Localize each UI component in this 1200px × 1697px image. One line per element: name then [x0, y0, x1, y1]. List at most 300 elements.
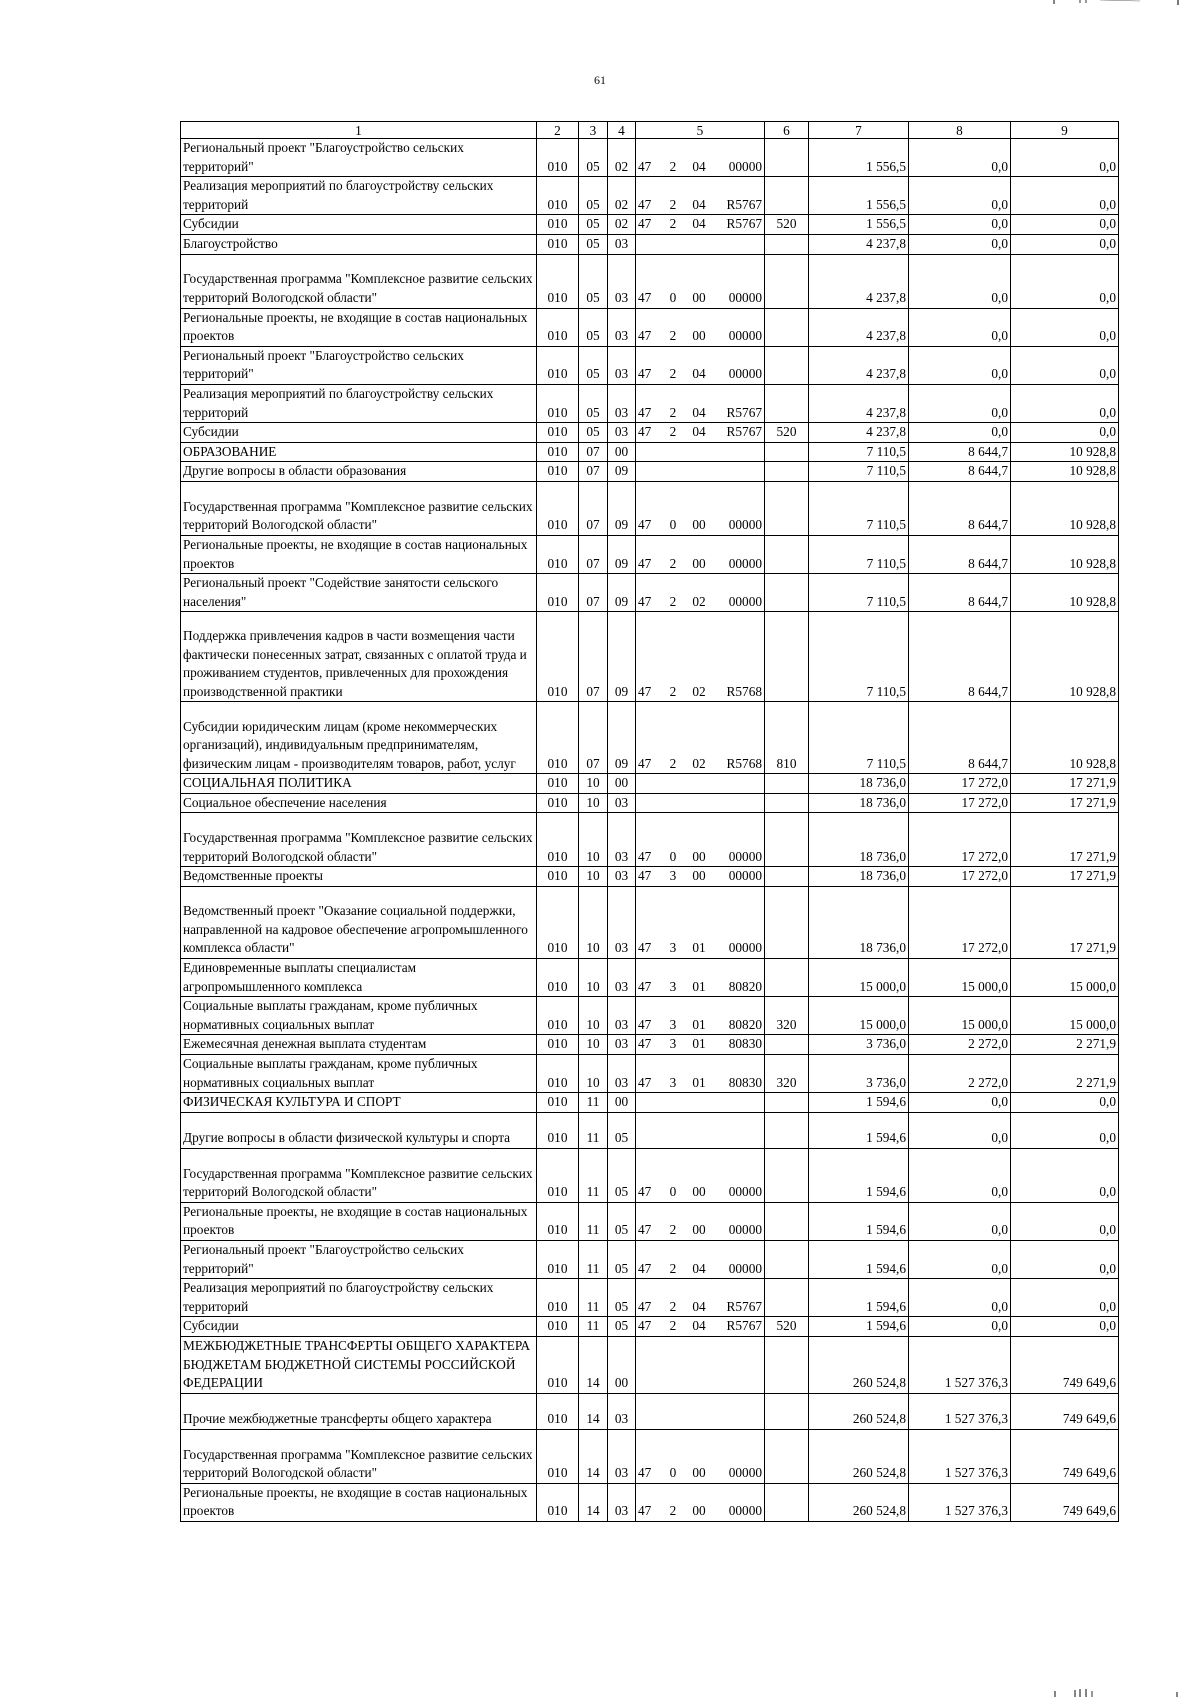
section-code-cell: 07	[579, 462, 608, 482]
page-number: 61	[594, 73, 606, 87]
target-article-part-2: 3	[669, 1074, 677, 1090]
target-article-part-4: 00000	[728, 517, 762, 533]
amount-col7-cell: 18 736,0	[809, 813, 909, 867]
target-article-part-4: R5768	[726, 755, 762, 771]
target-article-parts	[638, 215, 762, 234]
amount-col8-cell: 17 272,0	[909, 793, 1011, 813]
amount-col7-cell: 1 594,6	[809, 1093, 909, 1113]
target-article-part-4: 00000	[728, 1222, 762, 1238]
target-article-cell	[636, 442, 765, 462]
expense-type-cell: 520	[765, 215, 809, 235]
target-article-part-1: 47	[638, 1036, 652, 1052]
target-article-part-3: 04	[692, 1260, 706, 1276]
section-code-cell: 10	[579, 887, 608, 959]
target-article-part-4: 00000	[728, 593, 762, 609]
row-name-cell: Социальные выплаты гражданам, кроме публичных нормативных социальных выплат	[181, 997, 537, 1035]
section-code-cell: 05	[579, 139, 608, 177]
amount-col9-cell: 0,0	[1011, 1241, 1119, 1279]
chapter-code-cell: 010	[537, 384, 579, 422]
section-code-cell: 11	[579, 1112, 608, 1148]
row-name-cell: Ведомственные проекты	[181, 867, 537, 887]
amount-col7-cell: 1 594,6	[809, 1241, 909, 1279]
target-article-part-1: 47	[638, 1465, 652, 1481]
subsection-code-cell: 02	[608, 177, 636, 215]
row-name-cell: Государственная программа "Комплексное развитие сельских территорий Вологодской области"	[181, 481, 537, 535]
target-article-part-3: 01	[692, 940, 706, 956]
target-article-part-2: 2	[669, 196, 677, 212]
section-code-cell: 10	[579, 813, 608, 867]
table-row	[181, 1336, 1119, 1393]
amount-col8-cell: 0,0	[909, 1279, 1011, 1317]
table-row	[181, 1429, 1119, 1483]
target-article-part-1: 47	[638, 1260, 652, 1276]
scan-marks-top	[0, 0, 1200, 10]
expense-type-cell	[765, 462, 809, 482]
expense-type-cell	[765, 442, 809, 462]
amount-col8-cell: 15 000,0	[909, 959, 1011, 997]
row-name-cell: ФИЗИЧЕСКАЯ КУЛЬТУРА И СПОРТ	[181, 1093, 537, 1113]
amount-col9-cell: 10 928,8	[1011, 574, 1119, 612]
amount-col7-cell: 1 594,6	[809, 1317, 909, 1337]
table-row	[181, 997, 1119, 1035]
amount-col9-cell: 17 271,9	[1011, 867, 1119, 887]
expense-type-cell: 320	[765, 997, 809, 1035]
amount-col7-cell: 7 110,5	[809, 535, 909, 573]
amount-col7-cell: 15 000,0	[809, 997, 909, 1035]
target-article-part-2: 0	[669, 1465, 677, 1481]
section-code-cell: 11	[579, 1093, 608, 1113]
table-row	[181, 423, 1119, 443]
subsection-code-cell: 05	[608, 1112, 636, 1148]
target-article-part-2: 2	[669, 755, 677, 771]
column-header-9: 9	[1011, 122, 1119, 139]
target-article-part-2: 2	[669, 1318, 677, 1334]
chapter-code-cell: 010	[537, 462, 579, 482]
target-article-part-2: 2	[669, 328, 677, 344]
chapter-code-cell: 010	[537, 139, 579, 177]
row-name-cell: Государственная программа "Комплексное развитие сельских территорий Вологодской области"	[181, 1148, 537, 1202]
target-article-cell	[636, 1035, 765, 1055]
amount-col8-cell: 1 527 376,3	[909, 1336, 1011, 1393]
subsection-code-cell: 02	[608, 215, 636, 235]
table-row	[181, 346, 1119, 384]
row-name-cell: Субсидии юридическим лицам (кроме некоммерческих организаций), индивидуальным предпринимателям, физическим лицам - производителям товаров, работ, услуг	[181, 702, 537, 774]
target-article-cell	[636, 1336, 765, 1393]
target-article-part-1: 47	[638, 196, 652, 212]
target-article-cell	[636, 254, 765, 308]
target-article-parts	[638, 404, 762, 423]
target-article-cell	[636, 423, 765, 443]
section-code-cell: 11	[579, 1148, 608, 1202]
section-code-cell: 14	[579, 1393, 608, 1429]
section-code-cell: 05	[579, 234, 608, 254]
target-article-cell	[636, 1279, 765, 1317]
target-article-parts	[638, 1221, 762, 1240]
target-article-part-2: 2	[669, 1503, 677, 1519]
amount-col9-cell: 17 271,9	[1011, 774, 1119, 794]
amount-col7-cell: 7 110,5	[809, 612, 909, 702]
amount-col8-cell: 0,0	[909, 1202, 1011, 1240]
amount-col8-cell: 0,0	[909, 423, 1011, 443]
target-article-part-1: 47	[638, 940, 652, 956]
expense-type-cell	[765, 774, 809, 794]
section-code-cell: 10	[579, 774, 608, 794]
section-code-cell: 11	[579, 1202, 608, 1240]
amount-col8-cell: 0,0	[909, 1112, 1011, 1148]
expense-type-cell	[765, 1483, 809, 1521]
target-article-part-4: 80830	[728, 1036, 762, 1052]
chapter-code-cell: 010	[537, 1483, 579, 1521]
expense-type-cell	[765, 139, 809, 177]
row-name-cell: Региональные проекты, не входящие в состав национальных проектов	[181, 308, 537, 346]
amount-col8-cell: 1 527 376,3	[909, 1393, 1011, 1429]
target-article-part-2: 2	[669, 1222, 677, 1238]
amount-col7-cell: 1 556,5	[809, 215, 909, 235]
amount-col8-cell: 0,0	[909, 215, 1011, 235]
row-name-cell: Региональный проект "Благоустройство сельских территорий"	[181, 1241, 537, 1279]
target-article-part-2: 2	[669, 366, 677, 382]
chapter-code-cell: 010	[537, 1429, 579, 1483]
subsection-code-cell: 03	[608, 423, 636, 443]
target-article-parts	[638, 1298, 762, 1317]
table-row	[181, 1202, 1119, 1240]
subsection-code-cell: 03	[608, 793, 636, 813]
target-article-part-4: 00000	[728, 158, 762, 174]
section-code-cell: 07	[579, 442, 608, 462]
amount-col9-cell: 749 649,6	[1011, 1483, 1119, 1521]
target-article-part-4: 00000	[728, 940, 762, 956]
table-row	[181, 177, 1119, 215]
amount-col7-cell: 1 556,5	[809, 177, 909, 215]
amount-col7-cell: 7 110,5	[809, 462, 909, 482]
chapter-code-cell: 010	[537, 774, 579, 794]
target-article-part-2: 2	[669, 1298, 677, 1314]
target-article-cell	[636, 346, 765, 384]
subsection-code-cell: 03	[608, 887, 636, 959]
target-article-part-4: 00000	[728, 1260, 762, 1276]
amount-col9-cell: 0,0	[1011, 1093, 1119, 1113]
amount-col8-cell: 8 644,7	[909, 702, 1011, 774]
amount-col7-cell: 7 110,5	[809, 574, 909, 612]
target-article-cell	[636, 462, 765, 482]
table-row	[181, 1035, 1119, 1055]
expense-type-cell	[765, 1035, 809, 1055]
amount-col9-cell: 749 649,6	[1011, 1429, 1119, 1483]
expense-type-cell	[765, 612, 809, 702]
amount-col7-cell: 4 237,8	[809, 384, 909, 422]
chapter-code-cell: 010	[537, 997, 579, 1035]
table-row	[181, 1483, 1119, 1521]
section-code-cell: 10	[579, 1055, 608, 1093]
table-row	[181, 384, 1119, 422]
target-article-part-3: 00	[692, 848, 706, 864]
expense-type-cell	[765, 1336, 809, 1393]
amount-col7-cell: 4 237,8	[809, 346, 909, 384]
subsection-code-cell: 09	[608, 574, 636, 612]
amount-col7-cell: 18 736,0	[809, 793, 909, 813]
target-article-parts	[638, 1502, 762, 1521]
column-header-8: 8	[909, 122, 1011, 139]
table-row	[181, 1148, 1119, 1202]
section-code-cell: 07	[579, 702, 608, 774]
section-code-cell: 07	[579, 612, 608, 702]
target-article-parts	[638, 1464, 762, 1483]
amount-col9-cell: 0,0	[1011, 384, 1119, 422]
expense-type-cell	[765, 535, 809, 573]
target-article-part-4: 00000	[728, 1184, 762, 1200]
amount-col8-cell: 8 644,7	[909, 442, 1011, 462]
amount-col8-cell: 0,0	[909, 308, 1011, 346]
target-article-part-2: 3	[669, 1016, 677, 1032]
target-article-cell	[636, 215, 765, 235]
target-article-part-1: 47	[638, 1184, 652, 1200]
subsection-code-cell: 09	[608, 702, 636, 774]
chapter-code-cell: 010	[537, 535, 579, 573]
amount-col7-cell: 1 556,5	[809, 139, 909, 177]
chapter-code-cell: 010	[537, 254, 579, 308]
amount-col8-cell: 8 644,7	[909, 462, 1011, 482]
amount-col8-cell: 15 000,0	[909, 997, 1011, 1035]
target-article-cell	[636, 1055, 765, 1093]
section-code-cell: 05	[579, 384, 608, 422]
table-row	[181, 612, 1119, 702]
target-article-cell	[636, 702, 765, 774]
target-article-part-4: 00000	[728, 1465, 762, 1481]
target-article-part-1: 47	[638, 848, 652, 864]
target-article-cell	[636, 1429, 765, 1483]
target-article-cell	[636, 793, 765, 813]
expense-type-cell	[765, 481, 809, 535]
target-article-part-4: 00000	[728, 328, 762, 344]
target-article-part-1: 47	[638, 1074, 652, 1090]
amount-col9-cell: 0,0	[1011, 177, 1119, 215]
target-article-part-1: 47	[638, 216, 652, 232]
table-row	[181, 774, 1119, 794]
amount-col7-cell: 4 237,8	[809, 423, 909, 443]
table-row	[181, 1055, 1119, 1093]
budget-table	[180, 121, 1119, 1522]
target-article-cell	[636, 612, 765, 702]
amount-col9-cell: 17 271,9	[1011, 887, 1119, 959]
target-article-part-3: 00	[692, 555, 706, 571]
amount-col7-cell: 7 110,5	[809, 481, 909, 535]
section-code-cell: 14	[579, 1483, 608, 1521]
amount-col7-cell: 1 594,6	[809, 1279, 909, 1317]
target-article-cell	[636, 177, 765, 215]
amount-col9-cell: 0,0	[1011, 254, 1119, 308]
subsection-code-cell: 00	[608, 442, 636, 462]
row-name-cell: Реализация мероприятий по благоустройству сельских территорий	[181, 384, 537, 422]
amount-col9-cell: 0,0	[1011, 1202, 1119, 1240]
target-article-parts	[638, 978, 762, 997]
target-article-part-2: 3	[669, 868, 677, 884]
table-row	[181, 462, 1119, 482]
target-article-part-3: 00	[692, 328, 706, 344]
target-article-part-3: 02	[692, 683, 706, 699]
target-article-part-4: R5767	[726, 424, 762, 440]
amount-col9-cell: 15 000,0	[1011, 997, 1119, 1035]
expense-type-cell: 810	[765, 702, 809, 774]
target-article-cell	[636, 308, 765, 346]
section-code-cell: 11	[579, 1317, 608, 1337]
chapter-code-cell: 010	[537, 1202, 579, 1240]
target-article-part-2: 2	[669, 424, 677, 440]
expense-type-cell	[765, 1093, 809, 1113]
target-article-part-3: 01	[692, 1074, 706, 1090]
subsection-code-cell: 03	[608, 1035, 636, 1055]
target-article-part-4: R5767	[726, 196, 762, 212]
amount-col7-cell: 3 736,0	[809, 1035, 909, 1055]
column-header-7: 7	[809, 122, 909, 139]
chapter-code-cell: 010	[537, 1148, 579, 1202]
subsection-code-cell: 05	[608, 1279, 636, 1317]
section-code-cell: 11	[579, 1241, 608, 1279]
target-article-parts	[638, 365, 762, 384]
amount-col9-cell: 0,0	[1011, 234, 1119, 254]
table-row	[181, 1112, 1119, 1148]
amount-col9-cell: 17 271,9	[1011, 793, 1119, 813]
amount-col9-cell: 10 928,8	[1011, 462, 1119, 482]
target-article-part-4: 00000	[728, 289, 762, 305]
row-name-cell: Прочие межбюджетные трансферты общего характера	[181, 1393, 537, 1429]
amount-col9-cell: 0,0	[1011, 423, 1119, 443]
row-name-cell: Региональный проект "Содействие занятости сельского населения"	[181, 574, 537, 612]
table-row	[181, 813, 1119, 867]
table-row	[181, 1241, 1119, 1279]
target-article-part-3: 04	[692, 196, 706, 212]
amount-col7-cell: 4 237,8	[809, 234, 909, 254]
row-name-cell: Региональный проект "Благоустройство сельских территорий"	[181, 346, 537, 384]
amount-col8-cell: 0,0	[909, 1241, 1011, 1279]
scan-marks-bottom	[0, 1683, 1200, 1697]
table-row	[181, 215, 1119, 235]
amount-col7-cell: 1 594,6	[809, 1112, 909, 1148]
row-name-cell: Реализация мероприятий по благоустройству сельских территорий	[181, 1279, 537, 1317]
subsection-code-cell: 03	[608, 813, 636, 867]
subsection-code-cell: 03	[608, 1055, 636, 1093]
target-article-part-2: 2	[669, 593, 677, 609]
target-article-part-1: 47	[638, 1318, 652, 1334]
subsection-code-cell: 00	[608, 774, 636, 794]
target-article-parts	[638, 755, 762, 774]
target-article-part-3: 00	[692, 1222, 706, 1238]
amount-col8-cell: 2 272,0	[909, 1055, 1011, 1093]
subsection-code-cell: 03	[608, 1429, 636, 1483]
row-name-cell: Региональные проекты, не входящие в состав национальных проектов	[181, 1202, 537, 1240]
target-article-part-3: 00	[692, 289, 706, 305]
amount-col8-cell: 0,0	[909, 254, 1011, 308]
table-row	[181, 793, 1119, 813]
amount-col8-cell: 17 272,0	[909, 867, 1011, 887]
table-header-row	[181, 122, 1119, 139]
amount-col7-cell: 7 110,5	[809, 702, 909, 774]
table-row	[181, 254, 1119, 308]
target-article-parts	[638, 1183, 762, 1202]
chapter-code-cell: 010	[537, 1055, 579, 1093]
subsection-code-cell: 05	[608, 1317, 636, 1337]
section-code-cell: 05	[579, 215, 608, 235]
target-article-part-2: 3	[669, 940, 677, 956]
amount-col9-cell: 2 271,9	[1011, 1035, 1119, 1055]
amount-col9-cell: 10 928,8	[1011, 702, 1119, 774]
table-row	[181, 481, 1119, 535]
expense-type-cell	[765, 1393, 809, 1429]
target-article-part-3: 04	[692, 1318, 706, 1334]
section-code-cell: 07	[579, 535, 608, 573]
chapter-code-cell: 010	[537, 308, 579, 346]
section-code-cell: 07	[579, 481, 608, 535]
row-name-cell: Другие вопросы в области физической культуры и спорта	[181, 1112, 537, 1148]
column-header-1: 1	[181, 122, 537, 139]
table-row	[181, 1317, 1119, 1337]
target-article-part-2: 2	[669, 555, 677, 571]
subsection-code-cell: 03	[608, 308, 636, 346]
table-row	[181, 887, 1119, 959]
subsection-code-cell: 03	[608, 1393, 636, 1429]
target-article-part-1: 47	[638, 424, 652, 440]
amount-col9-cell: 0,0	[1011, 215, 1119, 235]
expense-type-cell	[765, 308, 809, 346]
target-article-part-1: 47	[638, 517, 652, 533]
section-code-cell: 10	[579, 1035, 608, 1055]
target-article-part-3: 00	[692, 868, 706, 884]
target-article-part-4: R5767	[726, 1318, 762, 1334]
target-article-part-1: 47	[638, 755, 652, 771]
row-name-cell: СОЦИАЛЬНАЯ ПОЛИТИКА	[181, 774, 537, 794]
amount-col8-cell: 0,0	[909, 1093, 1011, 1113]
amount-col7-cell: 15 000,0	[809, 959, 909, 997]
target-article-part-2: 2	[669, 216, 677, 232]
amount-col9-cell: 10 928,8	[1011, 612, 1119, 702]
subsection-code-cell: 03	[608, 384, 636, 422]
target-article-cell	[636, 867, 765, 887]
amount-col7-cell: 18 736,0	[809, 774, 909, 794]
target-article-part-4: 80820	[728, 1016, 762, 1032]
expense-type-cell	[765, 1202, 809, 1240]
amount-col8-cell: 0,0	[909, 1317, 1011, 1337]
chapter-code-cell: 010	[537, 887, 579, 959]
target-article-part-1: 47	[638, 404, 652, 420]
target-article-part-2: 0	[669, 848, 677, 864]
amount-col8-cell: 0,0	[909, 177, 1011, 215]
target-article-part-4: R5767	[726, 216, 762, 232]
target-article-part-1: 47	[638, 158, 652, 174]
table-row	[181, 1279, 1119, 1317]
chapter-code-cell: 010	[537, 177, 579, 215]
chapter-code-cell: 010	[537, 1112, 579, 1148]
subsection-code-cell: 03	[608, 1483, 636, 1521]
target-article-cell	[636, 139, 765, 177]
amount-col9-cell: 15 000,0	[1011, 959, 1119, 997]
target-article-cell	[636, 481, 765, 535]
target-article-part-4: 00000	[728, 868, 762, 884]
target-article-part-4: 00000	[728, 366, 762, 382]
target-article-part-1: 47	[638, 593, 652, 609]
target-article-parts	[638, 555, 762, 574]
amount-col8-cell: 8 644,7	[909, 574, 1011, 612]
target-article-part-3: 04	[692, 216, 706, 232]
chapter-code-cell: 010	[537, 702, 579, 774]
row-name-cell: МЕЖБЮДЖЕТНЫЕ ТРАНСФЕРТЫ ОБЩЕГО ХАРАКТЕРА БЮДЖЕТАМ БЮДЖЕТНОЙ СИСТЕМЫ РОССИЙСКОЙ ФЕДЕРАЦИИ	[181, 1336, 537, 1393]
section-code-cell: 11	[579, 1279, 608, 1317]
row-name-cell: Социальное обеспечение населения	[181, 793, 537, 813]
row-name-cell: Субсидии	[181, 215, 537, 235]
amount-col7-cell: 260 524,8	[809, 1429, 909, 1483]
target-article-part-2: 0	[669, 517, 677, 533]
target-article-part-3: 04	[692, 1298, 706, 1314]
target-article-part-4: R5767	[726, 1298, 762, 1314]
amount-col8-cell: 17 272,0	[909, 887, 1011, 959]
